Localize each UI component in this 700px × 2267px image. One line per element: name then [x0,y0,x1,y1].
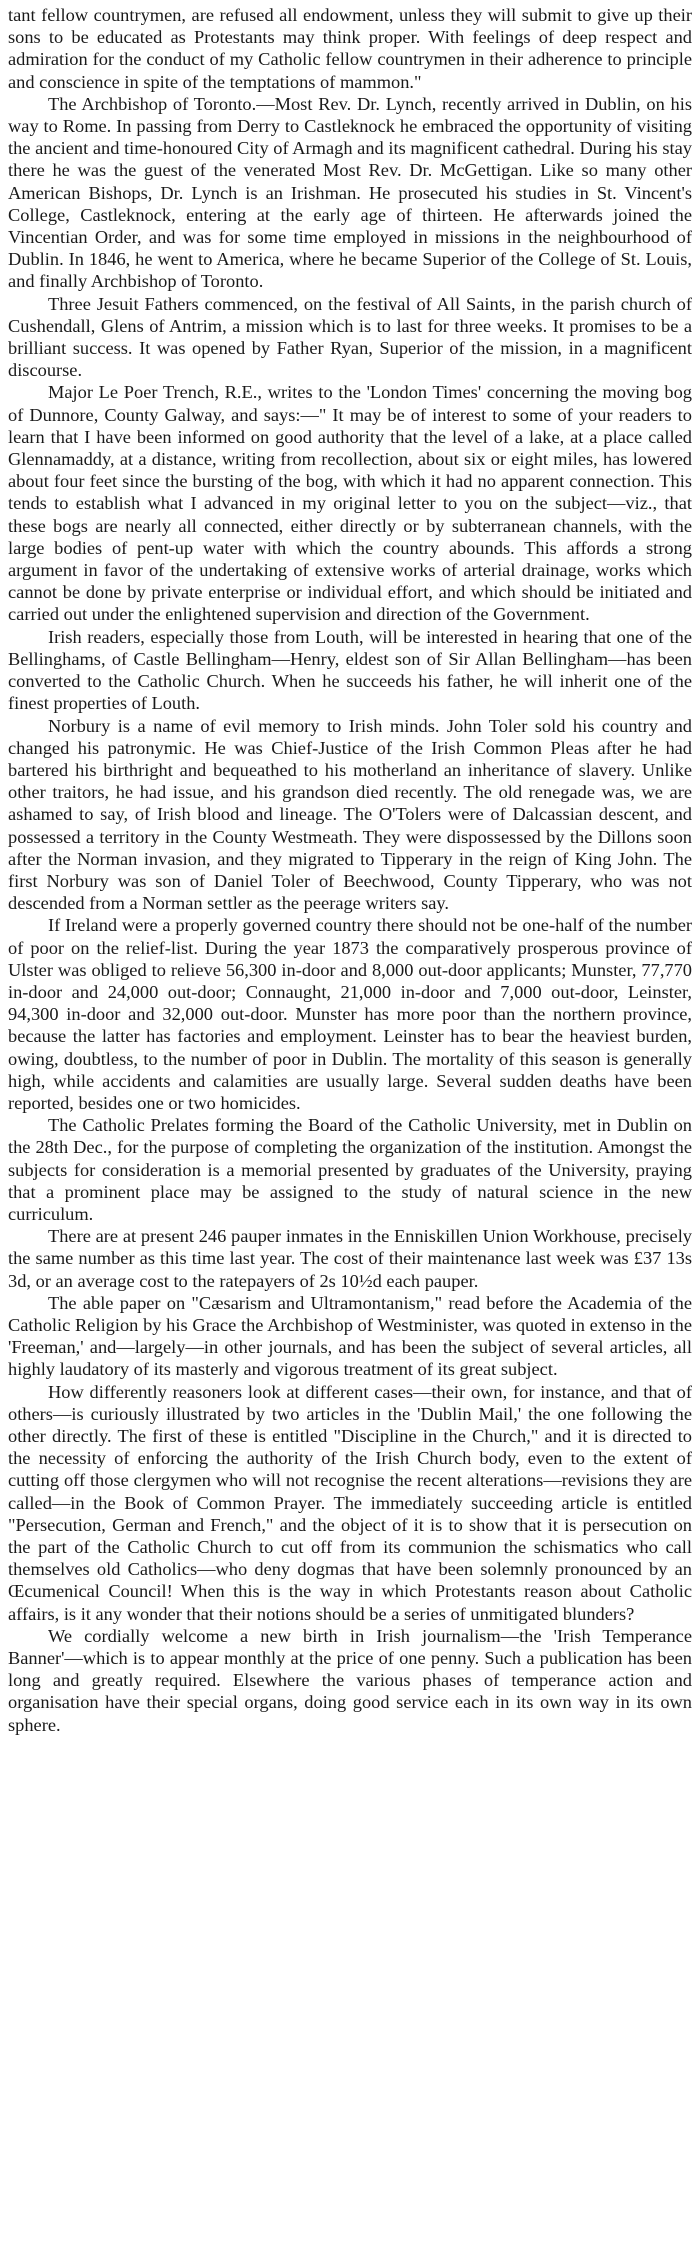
paragraph-relief-list: If Ireland were a properly governed country there should not be one-half of the number of poor on the relief-list. During the year 1873 the comparatively prosperous province of Ulster was obliged to relieve 56,300 in-door and 8,000 out-door applicants; Munster, 77,770 in-door and 24,000 out-door; Connaught, 21,000 in-door and 7,000 out-door, Leinster, 94,300 in-door and 32,000 out-door. Munster has more poor than the northern province, because the latter has factories and employment. Leinster has to bear the heaviest burden, owing, doubtless, to the number of poor in Dublin. The mortality of this season is generally high, while accidents and calamities are usually large. Several sudden deaths have been reported, besides one or two homicides. [8,915,692,1113]
paragraph-caesarism: The able paper on "Cæsarism and Ultramontanism," read before the Academia of the Catholic Religion by his Grace the Archbishop of Westminister, was quoted in extenso in the 'Freeman,' and—largely—in other journals, and has been the subject of several articles, all highly laudatory of its masterly and vigorous treatment of its great subject. [8,1292,692,1380]
paragraph-dublin-mail: How differently reasoners look at different cases—their own, for instance, and that of others—is curiously illustrated by two articles in the 'Dublin Mail,' the one following the other directly. The first of these is entitled "Discipline in the Church," and it is directed to the necessity of enforcing the authority of the Irish Church body, even to the extent of cutting off those clergymen who will not recognise the recent alterations—revisions they are called—in the Book of Common Prayer. The immediately succeeding article is entitled "Persecution, German and French," and the object of it is to show that it is persecution on the part of the Catholic Church to cut off from its communion the schismatics who call themselves old Catholics—who deny dogmas that have been solemnly pronounced by an Œcumenical Council! When this is the way in which Protestants reason about Catholic affairs, is it any wonder that their notions should be a series of unmitigated blunders? [8,1381,692,1624]
paragraph-moving-bog: Major Le Poer Trench, R.E., writes to the 'London Times' concerning the moving bog of Dunnore, County Galway, and says:—" It may be of interest to some of your readers to learn that I have been informed on good authority that the level of a lake, at a place called Glennamaddy, at a distance, writing from recollection, about six or eight miles, has lowered about four feet since the bursting of the bog, with which it had no apparent connection. This tends to establish what I advanced in my original letter to you on the subject—viz., that these bogs are nearly all connected, either directly or by subterranean channels, with the large bodies of pent-up water with which the country abounds. This affords a strong argument in favor of the undertaking of extensive works of arterial drainage, works which cannot be done by private enterprise or individual effort, and which should be initiated and carried out under the enlightened supervision and direction of the Government. [8,382,692,625]
paragraph-jesuit-mission: Three Jesuit Fathers commenced, on the festival of All Saints, in the parish church of Cushendall, Glens of Antrim, a mission which is to last for three weeks. It promises to be a brilliant success. It was opened by Father Ryan, Superior of the mission, in a magnificent discourse. [8,293,692,381]
paragraph-archbishop-toronto: The Archbishop of Toronto.—Most Rev. Dr. Lynch, recently arrived in Dublin, on his way to Rome. In passing from Derry to Castleknock he embraced the opportunity of visiting the ancient and time-honoured City of Armagh and its magnificent cathedral. During his stay there he was the guest of the venerated Most Rev. Dr. McGettigan. Like so many other American Bishops, Dr. Lynch is an Irishman. He prosecuted his studies in St. Vincent's College, Castleknock, entering at the early age of thirteen. He afterwards joined the Vincentian Order, and was for some time employed in missions in the neighbourhood of Dublin. In 1846, he went to America, where he became Superior of the College of St. Louis, and finally Archbishop of Toronto. [8,93,692,292]
paragraph-bellingham: Irish readers, especially those from Louth, will be interested in hearing that one of the Bellinghams, of Castle Bellingham—Henry, eldest son of Sir Allan Bellingham—has been converted to the Catholic Church. When he succeeds his father, he will inherit one of the finest properties of Louth. [8,626,692,714]
article-column [8,4,692,1736]
paragraph-catholic-university: The Catholic Prelates forming the Board of the Catholic University, met in Dublin on the 28th Dec., for the purpose of completing the organization of the institution. Amongst the subjects for consideration is a memorial presented by graduates of the University, praying that a prominent place may be assigned to the study of natural science in the new curriculum. [8,1115,692,1224]
paragraph-temperance-banner: We cordially welcome a new birth in Irish journalism—the 'Irish Temperance Banner'—which is to appear monthly at the price of one penny. Such a publication has been long and greatly required. Elsewhere the various phases of temperance action and organisation have their special organs, doing good service each in its own way in its own sphere. [8,1625,692,1735]
paragraph-norbury: Norbury is a name of evil memory to Irish minds. John Toler sold his country and changed his patronymic. He was Chief-Justice of the Irish Common Pleas after he had bartered his birthright and bequeathed to his motherland an inheritance of slavery. Unlike other traitors, he had issue, and his grandson died recently. The old renegade was, we are ashamed to say, of Irish blood and lineage. The O'Tolers were of Dalcassian descent, and possessed a territory in the County Westmeath. They were dispossessed by the Dillons soon after the Norman invasion, and they migrated to Tipperary in the reign of King John. The first Norbury was son of Daniel Toler of Beechwood, County Tipperary, who was not descended from a Norman settler as the peerage writers say. [8,715,692,914]
paragraph-continuation: tant fellow countrymen, are refused all endowment, unless they will submit to give up their sons to be educated as Protestants may think proper. With feelings of deep respect and admiration for the conduct of my Catholic fellow countrymen in their adherence to principle and conscience in spite of the temptations of mammon." [8,5,692,92]
paragraph-enniskillen-workhouse: There are at present 246 pauper inmates in the Enniskillen Union Workhouse, precisely the same number as this time last year. The cost of their maintenance last week was £37 13s 3d, or an average cost to the ratepayers of 2s 10½d each pauper. [8,1226,692,1291]
